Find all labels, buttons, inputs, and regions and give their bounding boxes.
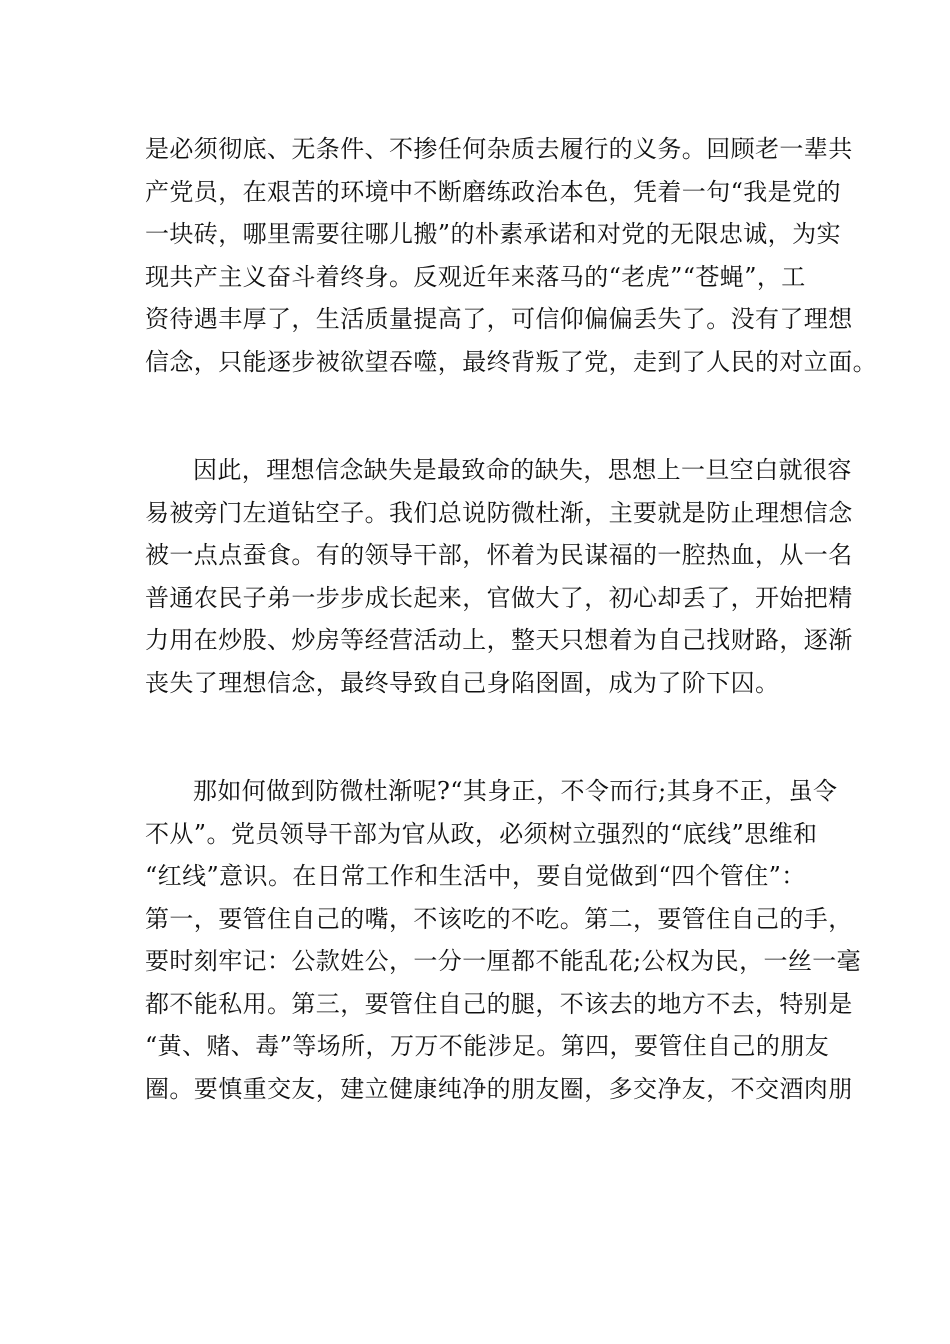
paragraph-spacer <box>145 704 807 770</box>
paragraph-line: 普通农民子弟一步步成长起来，官做大了，初心却丢了，开始把精 <box>145 583 853 612</box>
paragraph-line: 因此，理想信念缺失是最致命的缺失，思想上一旦空白就很容 <box>193 456 852 484</box>
paragraph-line: “红线”意识。在日常工作和生活中，要自觉做到“四个管住”： <box>145 862 806 890</box>
paragraph-line: 要时刻牢记：公款姓公，一分一厘都不能乱花;公权为民，一丝一毫 <box>145 947 862 975</box>
paragraph-line: 不从”。党员领导干部为官从政，必须树立强烈的“底线”思维和 <box>145 819 818 848</box>
paragraph-line: 圈。要慎重交友，建立健康纯净的朋友圈，多交净友，不交酒肉朋 <box>145 1074 853 1103</box>
paragraph-line: 资待遇丰厚了，生活质量提高了，可信仰偏偏丢失了。没有了理想 <box>145 305 853 333</box>
paragraph-3 <box>145 770 862 1110</box>
paragraph-1 <box>145 128 877 383</box>
paragraph-line: 产党员，在艰苦的环境中不断磨练政治本色，凭着一句“我是党的 <box>145 177 841 206</box>
paragraph-2 <box>145 449 853 704</box>
paragraph-line: 信念，只能逐步被欲望吞噬，最终背叛了党，走到了人民的对立面。 <box>145 347 877 376</box>
paragraph-line: “黄、赌、毒”等场所，万万不能涉足。第四，要管住自己的朋友 <box>145 1032 830 1060</box>
paragraph-line: 丧失了理想信念，最终导致自己身陷囹圄，成为了阶下囚。 <box>145 668 780 697</box>
paragraph-spacer <box>145 383 807 449</box>
paragraph-line: 第一，要管住自己的嘴，不该吃的不吃。第二，要管住自己的手， <box>145 904 853 933</box>
paragraph-line: 一块砖，哪里需要往哪儿搬”的朴素承诺和对党的无限忠诚，为实 <box>145 220 841 248</box>
document-body <box>145 128 877 1110</box>
paragraph-line: 易被旁门左道钻空子。我们总说防微杜渐，主要就是防止理想信念 <box>145 498 853 527</box>
paragraph-line: 被一点点蚕食。有的领导干部，怀着为民谋福的一腔热血，从一名 <box>145 541 853 569</box>
paragraph-line: 都不能私用。第三，要管住自己的腿，不该去的地方不去，特别是 <box>145 989 853 1018</box>
paragraph-line: 是必须彻底、无条件、不掺任何杂质去履行的义务。回顾老一辈共 <box>145 135 853 163</box>
paragraph-line: 力用在炒股、炒房等经营活动上，整天只想着为自己找财路，逐渐 <box>145 626 853 654</box>
paragraph-line: 现共产主义奋斗着终身。反观近年来落马的“老虎”“苍蝇”，工 <box>145 262 806 291</box>
paragraph-line: 那如何做到防微杜渐呢?“其身正，不令而行;其身不正，虽令 <box>193 777 838 805</box>
